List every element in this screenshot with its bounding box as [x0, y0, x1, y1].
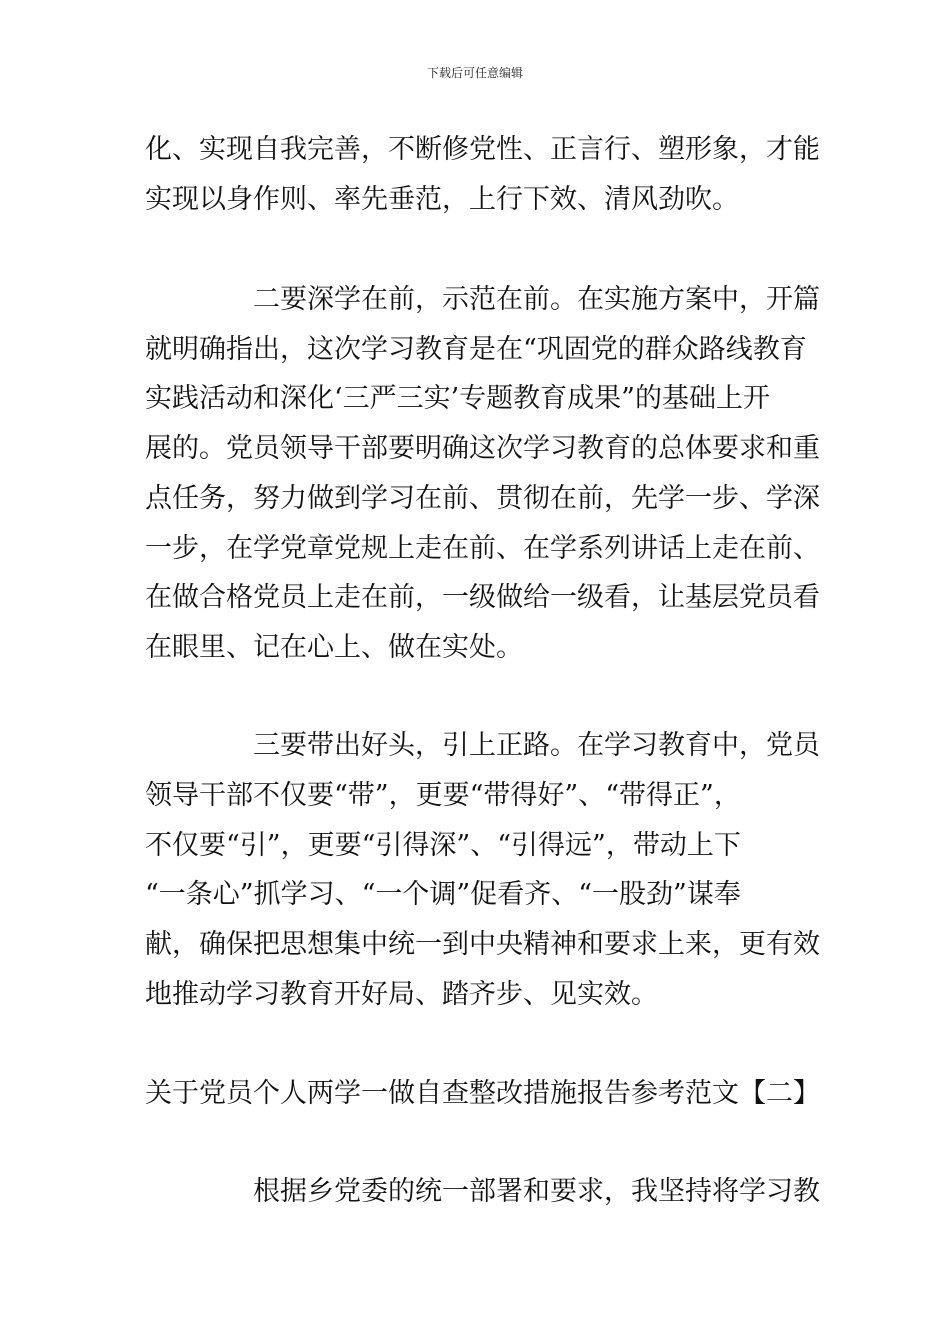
- paragraph-line: 化、实现自我完善，不断修党性、正言行、塑形象，才能: [145, 134, 820, 165]
- paragraph-line: 地推动学习教育开好局、踏齐步、见实效。: [145, 979, 658, 1010]
- paragraph-line: 二要深学在前，示范在前。在实施方案中，开篇: [253, 284, 820, 315]
- page-header: 下载后可任意编辑: [426, 66, 523, 80]
- paragraph-line: 三要带出好头，引上正路。在学习教育中，党员: [253, 730, 820, 761]
- paragraph-line: 实践活动和深化‘三严三实’专题教育成果”的基础上开: [145, 383, 770, 414]
- paragraph-line: 一步，在学党章党规上走在前、在学系列讲话上走在前、: [145, 533, 820, 564]
- paragraph-line: “一条心”抓学习、“一个调”促看齐、“一股劲”谋奉: [145, 879, 741, 910]
- paragraph-line: 在眼里、记在心上、做在实处。: [145, 632, 523, 663]
- paragraph-line: 领导干部不仅要“带”，更要“带得好”、“带得正”，: [145, 780, 741, 811]
- paragraph-line: 就明确指出，这次学习教育是在“巩固党的群众路线教育: [145, 334, 807, 365]
- paragraph-line: 实现以身作则、率先垂范，上行下效、清风劲吹。: [145, 184, 739, 215]
- section-title: 关于党员个人两学一做自查整改措施报告参考范文【二】: [145, 1078, 820, 1109]
- paragraph-line: 点任务，努力做到学习在前、贯彻在前，先学一步、学深: [145, 483, 820, 514]
- paragraph-line: 根据乡党委的统一部署和要求，我坚持将学习教: [253, 1176, 820, 1207]
- paragraph-line: 不仅要“引”，更要“引得深”、“引得远”，带动上下: [145, 830, 741, 861]
- paragraph-line: 展的。党员领导干部要明确这次学习教育的总体要求和重: [145, 433, 820, 464]
- paragraph-line: 献，确保把思想集中统一到中央精神和要求上来，更有效: [145, 929, 820, 960]
- paragraph-line: 在做合格党员上走在前，一级做给一级看，让基层党员看: [145, 582, 820, 613]
